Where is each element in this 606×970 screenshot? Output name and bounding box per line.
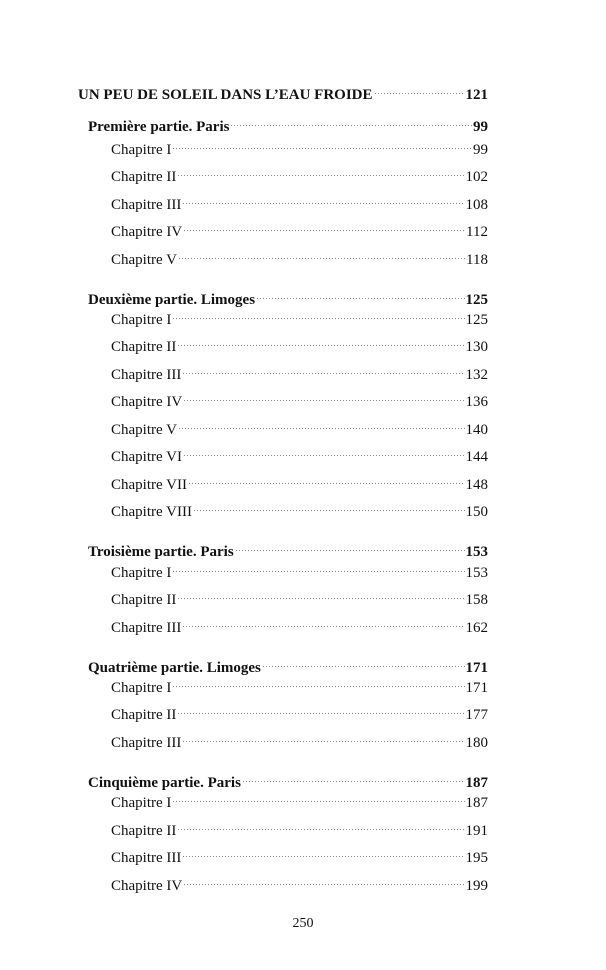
chapter-page: 150 [465,504,488,520]
dot-leader [230,111,472,131]
part-title: Première partie. Paris [88,119,230,135]
dot-leader [235,536,465,556]
toc-chapter-entry[interactable] [111,134,488,158]
dot-leader [177,815,464,835]
dot-leader [172,787,464,807]
chapter-page: 199 [465,878,488,894]
toc-chapter-entry[interactable] [111,469,488,493]
chapter-page: 148 [465,477,488,493]
dot-leader [182,612,464,632]
chapter-title: Chapitre III [111,850,182,866]
chapter-page: 177 [465,707,488,723]
chapter-page: 140 [465,422,488,438]
part-title: Cinquième partie. Paris [88,775,241,791]
dot-leader [172,672,464,692]
dot-leader [183,216,465,236]
chapter-title: Chapitre VII [111,477,187,493]
dot-leader [177,584,464,604]
chapter-title: Chapitre I [111,312,172,328]
toc-chapter-entry[interactable] [111,441,488,465]
chapter-title: Chapitre III [111,620,182,636]
chapter-page: 132 [465,367,488,383]
chapter-page: 171 [465,680,488,696]
chapter-title: Chapitre V [111,422,177,438]
dot-leader [188,469,465,489]
chapter-page: 195 [465,850,488,866]
toc-chapter-entry[interactable] [111,672,488,696]
chapter-title: Chapitre I [111,565,172,581]
toc-chapter-entry[interactable] [111,699,488,723]
toc-book-title-entry[interactable] [78,79,488,103]
dot-leader [193,496,465,516]
toc-chapter-entry[interactable] [111,304,488,328]
dot-leader [177,331,464,351]
chapter-title: Chapitre II [111,592,177,608]
chapter-title: Chapitre II [111,339,177,355]
part-page: 171 [465,660,488,676]
dot-leader [182,842,464,862]
toc-chapter-entry[interactable] [111,787,488,811]
chapter-title: Chapitre IV [111,224,183,240]
dot-leader [242,767,465,787]
part-title: Quatrième partie. Limoges [88,660,261,676]
dot-leader [178,414,465,434]
toc-chapter-entry[interactable] [111,414,488,438]
dot-leader [374,79,465,99]
chapter-page: 144 [465,449,488,465]
chapter-page: 118 [466,252,488,268]
dot-leader [182,727,464,747]
chapter-title: Chapitre I [111,142,172,158]
chapter-title: Chapitre II [111,169,177,185]
toc-part-entry[interactable] [88,111,488,135]
part-page: 153 [465,544,488,560]
toc-chapter-entry[interactable] [111,842,488,866]
footer-page-number: 250 [292,916,314,931]
toc-chapter-entry[interactable] [111,244,488,268]
toc-part-entry[interactable] [88,536,488,560]
chapter-page: 162 [465,620,488,636]
toc-chapter-entry[interactable] [111,870,488,894]
dot-leader [183,386,464,406]
part-page: 99 [473,119,488,135]
toc-chapter-entry[interactable] [111,216,488,240]
part-page: 187 [465,775,488,791]
chapter-page: 136 [465,394,488,410]
chapter-title: Chapitre IV [111,878,183,894]
dot-leader [262,652,465,672]
toc-chapter-entry[interactable] [111,386,488,410]
toc-part-entry[interactable] [88,767,488,791]
chapter-title: Chapitre IV [111,394,183,410]
toc-chapter-entry[interactable] [111,727,488,751]
dot-leader [177,161,464,181]
dot-leader [172,134,472,154]
toc-chapter-entry[interactable] [111,815,488,839]
chapter-page: 102 [465,169,488,185]
chapter-title: Chapitre VIII [111,504,192,520]
chapter-title: Chapitre III [111,197,182,213]
chapter-title: Chapitre I [111,795,172,811]
dot-leader [256,284,464,304]
chapter-page: 108 [465,197,488,213]
chapter-page: 180 [465,735,488,751]
chapter-page: 130 [465,339,488,355]
book-title: UN PEU DE SOLEIL DANS L’EAU FROIDE [78,87,373,103]
dot-leader [182,359,464,379]
chapter-page: 153 [465,565,488,581]
part-page: 125 [465,292,488,308]
chapter-title: Chapitre II [111,707,177,723]
chapter-title: Chapitre VI [111,449,182,465]
dot-leader [172,304,464,324]
chapter-title: Chapitre II [111,823,177,839]
toc-part-entry[interactable] [88,652,488,676]
dot-leader [177,699,464,719]
chapter-page: 187 [465,795,488,811]
chapter-title: Chapitre V [111,252,177,268]
chapter-title: Chapitre I [111,680,172,696]
chapter-page: 125 [465,312,488,328]
part-title: Deuxième partie. Limoges [88,292,256,308]
toc-chapter-entry[interactable] [111,359,488,383]
chapter-page: 99 [473,142,488,158]
dot-leader [178,244,465,264]
toc-chapter-entry[interactable] [111,584,488,608]
book-title-page: 121 [465,87,488,103]
dot-leader [183,870,464,890]
dot-leader [172,557,464,577]
chapter-page: 191 [465,823,488,839]
toc-chapter-entry[interactable] [111,161,488,185]
toc-chapter-entry[interactable] [111,496,488,520]
toc-chapter-entry[interactable] [111,331,488,355]
chapter-title: Chapitre III [111,735,182,751]
toc-part-entry[interactable] [88,284,488,308]
chapter-title: Chapitre III [111,367,182,383]
dot-leader [182,189,464,209]
chapter-page: 112 [466,224,488,240]
toc-chapter-entry[interactable] [111,612,488,636]
toc-chapter-entry[interactable] [111,189,488,213]
chapter-page: 158 [465,592,488,608]
dot-leader [183,441,465,461]
part-title: Troisième partie. Paris [88,544,234,560]
toc-chapter-entry[interactable] [111,557,488,581]
